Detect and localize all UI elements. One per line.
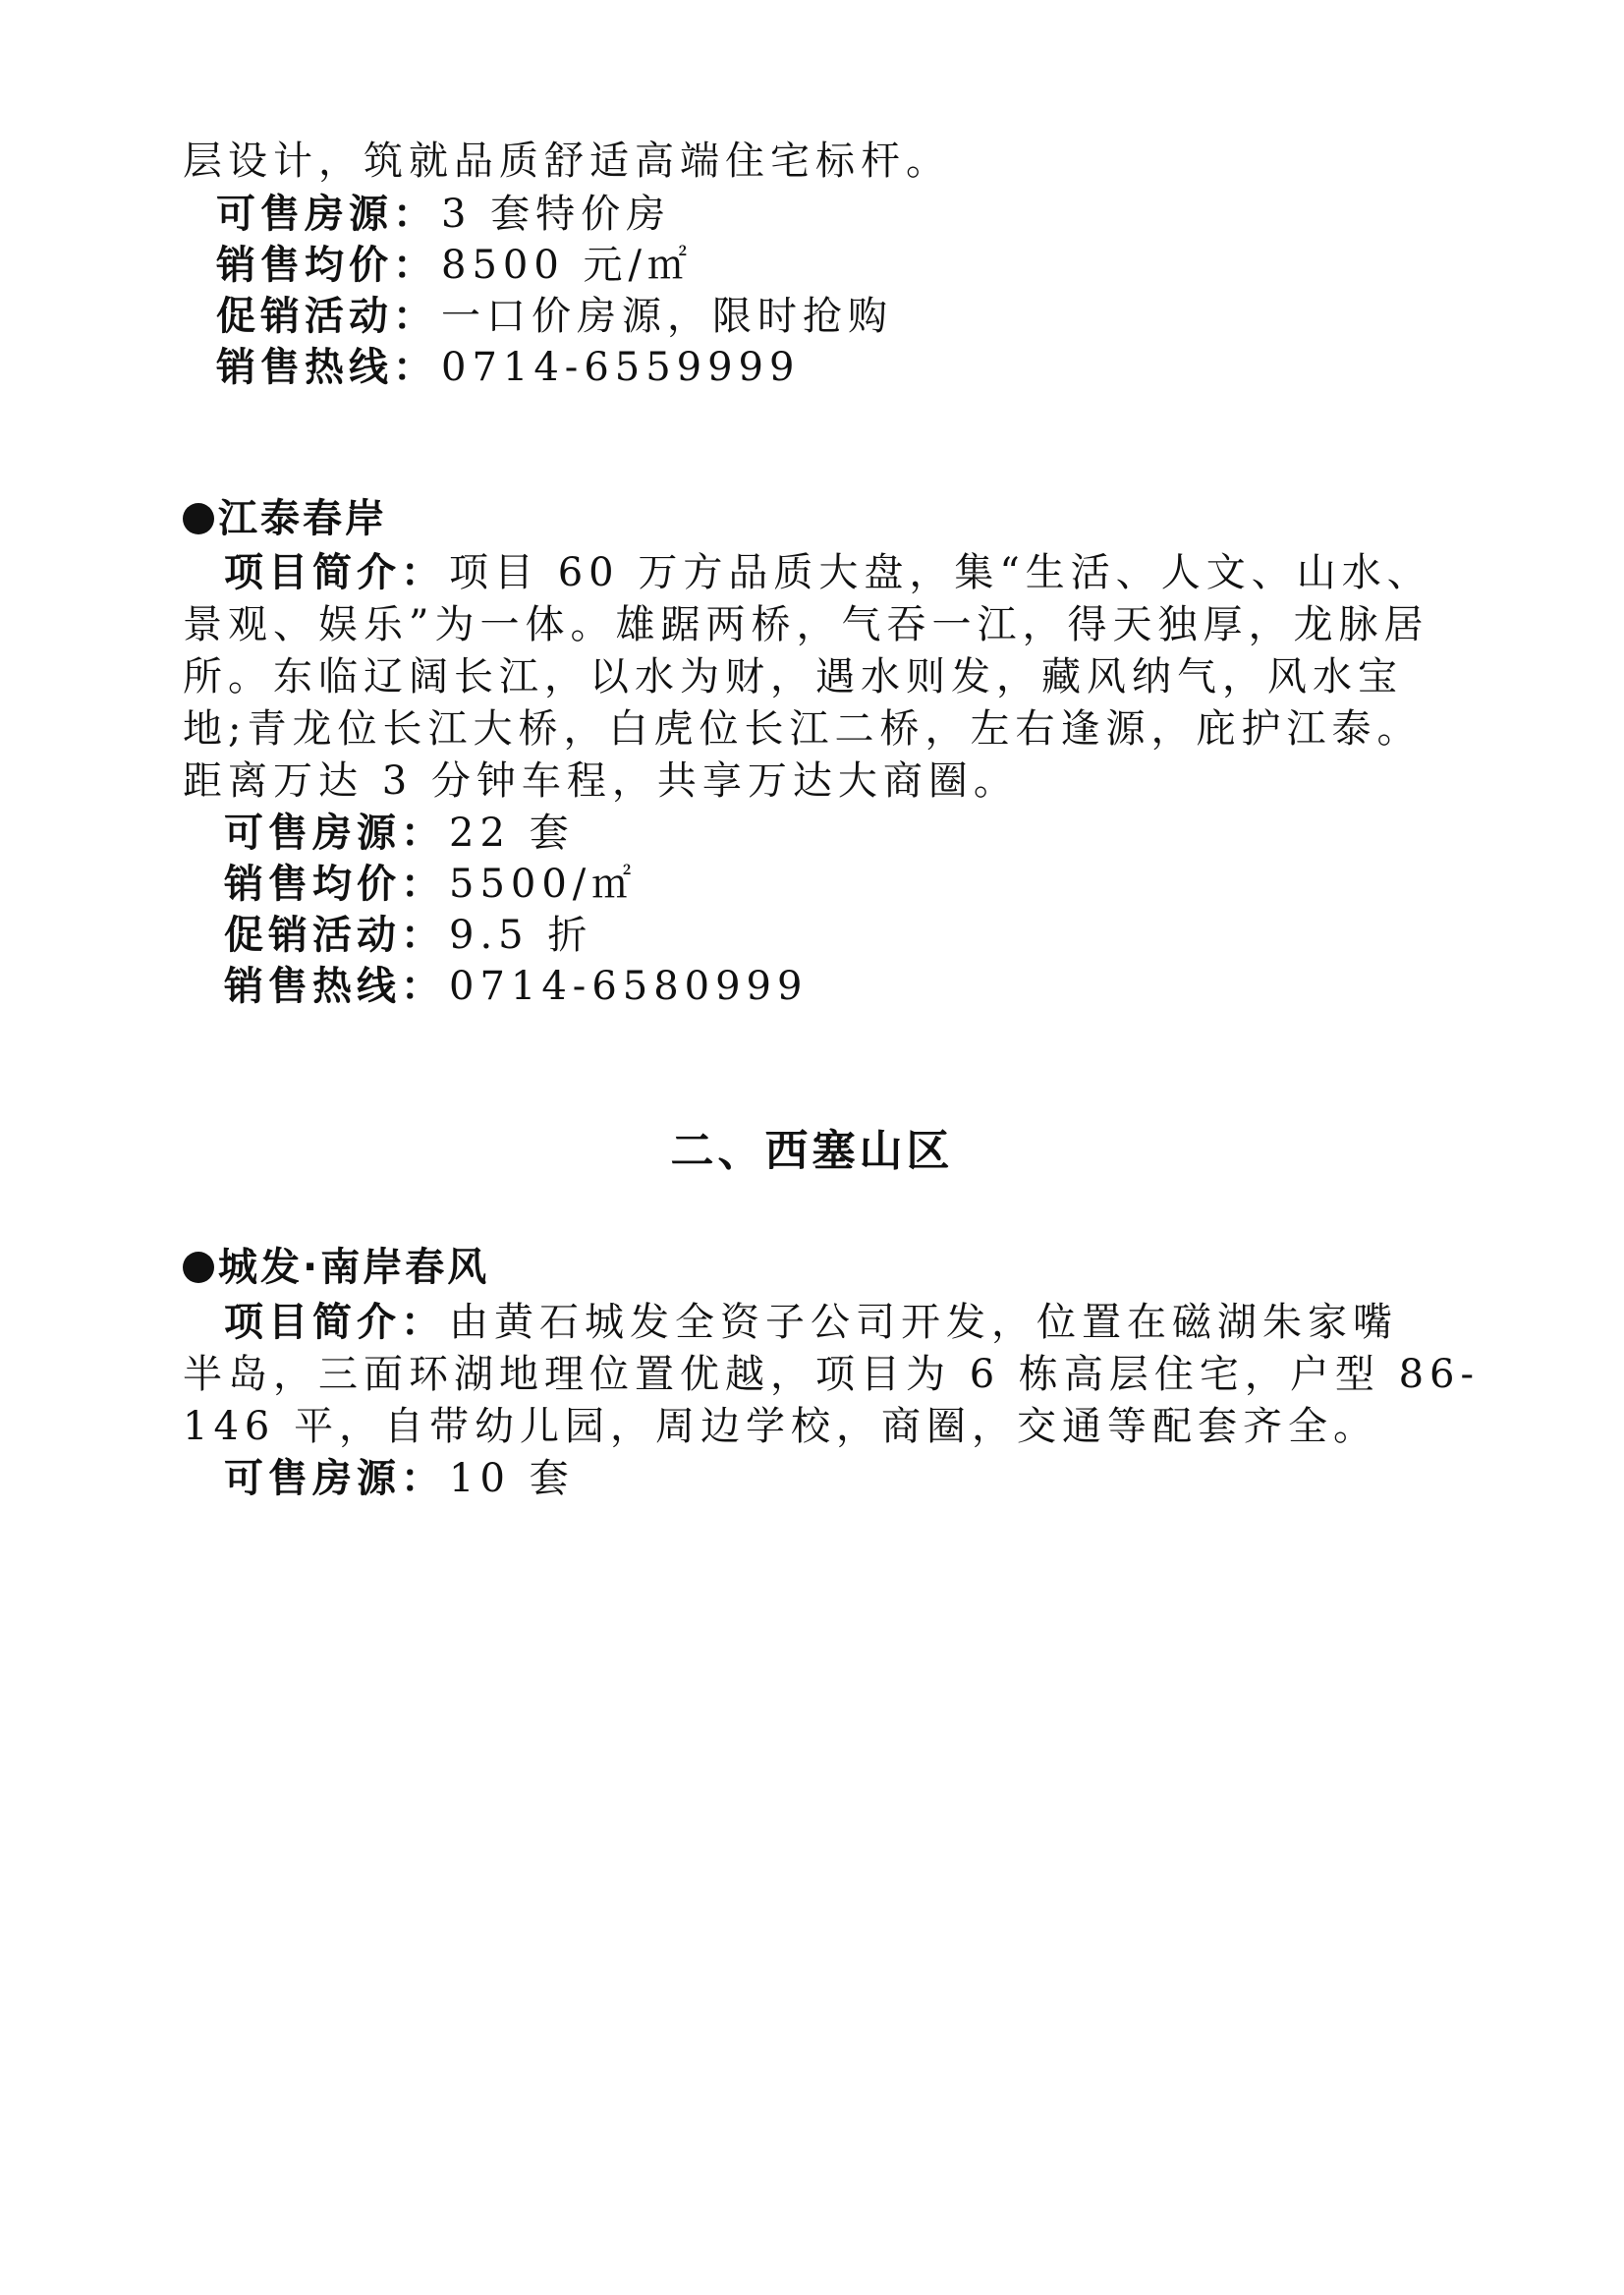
- project-heading-chengfa: [183, 1240, 489, 1295]
- field-value: 0714-6559999: [441, 345, 801, 390]
- field-value: 5500/㎡: [449, 862, 638, 907]
- project-intro-line-1: [224, 1295, 1398, 1350]
- project-title: 城发·南岸春风: [218, 1245, 490, 1290]
- project-title: 江泰春岸: [218, 496, 387, 541]
- black-circle-bullet-icon: [183, 503, 214, 534]
- field-value: 10 套: [449, 1456, 575, 1501]
- field-value: 9.5 折: [449, 913, 593, 958]
- field-available-units: [224, 806, 575, 861]
- field-label: 销售均价：: [216, 243, 437, 288]
- field-label: 促销活动：: [216, 294, 437, 339]
- project-intro-line-5: 距离万达 3 分钟车程，共享万达大商圈。: [183, 758, 1019, 804]
- field-value: 8500 元/㎡: [441, 243, 693, 288]
- section-title-xisaishan: 二、西塞山区: [670, 1126, 954, 1176]
- project-intro-line-4: 地;青龙位长江大桥，白虎位长江二桥，左右逢源，庇护江泰。: [183, 706, 1423, 752]
- intro-text: 项目 60 万方品质大盘，集“生活、人文、山水、: [449, 550, 1432, 595]
- field-value: 22 套: [449, 811, 575, 856]
- field-label: 销售均价：: [224, 862, 445, 907]
- intro-text: 由黄石城发全资子公司开发，位置在磁湖朱家嘴: [449, 1300, 1398, 1345]
- field-value: 3 套特价房: [441, 192, 672, 237]
- field-sales-hotline: [216, 340, 800, 395]
- field-label: 销售热线：: [224, 964, 445, 1009]
- paragraph-continuation: 层设计，筑就品质舒适高端住宅标杆。: [183, 139, 951, 184]
- black-circle-bullet-icon: [183, 1252, 214, 1283]
- project-intro-line-2: 半岛，三面环湖地理位置优越，项目为 6 栋高层住宅，户型 86-: [183, 1352, 1481, 1397]
- field-value: 一口价房源，限时抢购: [441, 294, 893, 339]
- field-label: 促销活动：: [224, 913, 445, 958]
- project-intro-line-2: 景观、娱乐”为一体。雄踞两桥，气吞一江，得天独厚，龙脉居: [183, 602, 1429, 647]
- project-heading-jiangtai: [183, 491, 387, 546]
- field-label: 可售房源：: [216, 192, 437, 237]
- field-available-units: [216, 187, 671, 242]
- project-intro-line-3: 所。东临辽阔长江，以水为财，遇水则发，藏风纳气，风水宝: [183, 654, 1403, 700]
- field-label: 销售热线：: [216, 345, 437, 390]
- project-intro-line-1: [224, 545, 1432, 600]
- project-intro-line-3: 146 平，自带幼儿园，周边学校，商圈，交通等配套齐全。: [183, 1404, 1379, 1449]
- field-label: 可售房源：: [224, 811, 445, 856]
- field-average-price: [224, 857, 637, 912]
- field-available-units: [224, 1451, 575, 1506]
- field-label: 项目简介：: [224, 550, 445, 595]
- field-promotion: [216, 289, 893, 344]
- field-average-price: [216, 238, 693, 293]
- field-promotion: [224, 908, 592, 963]
- field-label: 可售房源：: [224, 1456, 445, 1501]
- field-label: 项目简介：: [224, 1300, 445, 1345]
- field-sales-hotline: [224, 959, 808, 1014]
- field-value: 0714-6580999: [449, 964, 809, 1009]
